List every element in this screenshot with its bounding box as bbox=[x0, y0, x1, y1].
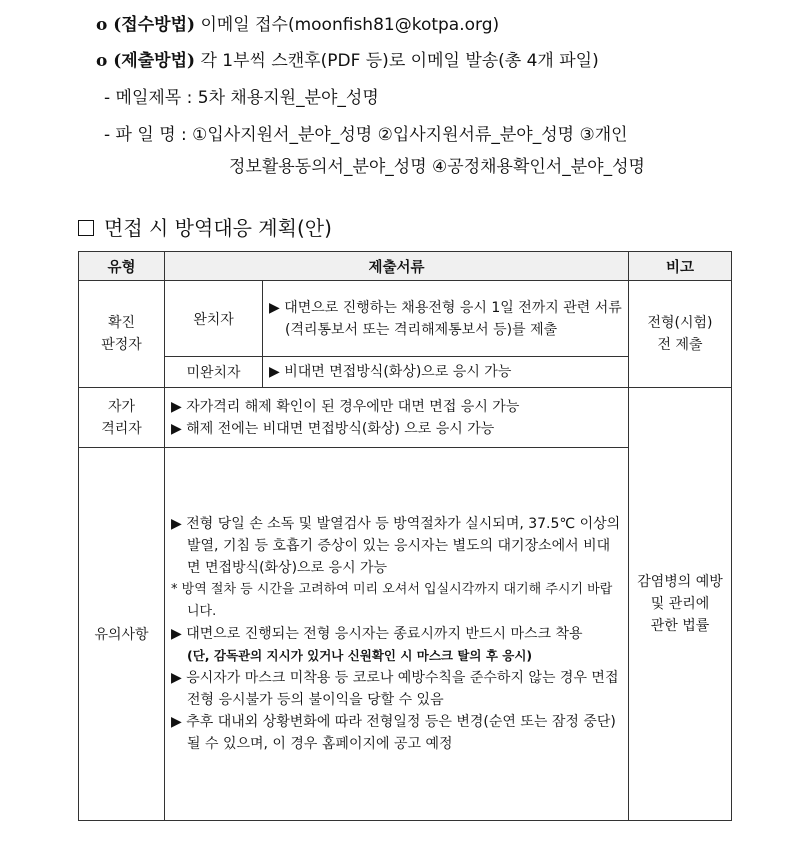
caution-note: 감염병의 예방 및 관리에 관한 법률 bbox=[629, 388, 732, 821]
table-row bbox=[79, 388, 732, 448]
receipt-method-label: o (접수방법) bbox=[96, 15, 196, 35]
confirmed-note: 전형(시험) 전 제출 bbox=[629, 281, 732, 388]
table-row bbox=[79, 281, 732, 357]
header-note: 비고 bbox=[629, 252, 732, 281]
checkbox-square-icon bbox=[78, 220, 94, 236]
submit-method-label: o (제출방법) bbox=[96, 51, 196, 71]
recovered-text: ▶ 대면으로 진행하는 채용전형 응시 1일 전까지 관련 서류(격리통보서 또는 격리해제통보서 등)를 제출 bbox=[263, 281, 629, 357]
submit-method-line bbox=[96, 46, 599, 71]
submit-method-text: 각 1부씩 스캔후(PDF 등)로 이메일 발송(총 4개 파일) bbox=[200, 51, 599, 71]
caution-label: 유의사항 bbox=[79, 448, 165, 821]
file-name-line-1: - 파 일 명 : ①입사지원서_분야_성명 ②입사지원서류_분야_성명 ③개인 bbox=[104, 125, 628, 145]
file-name-line-2: 정보활용동의서_분야_성명 ④공정채용확인서_분야_성명 bbox=[229, 157, 645, 177]
receipt-method-text: 이메일 접수(moonfish81@kotpa.org) bbox=[200, 15, 500, 35]
self-isolation-label: 자가 격리자 bbox=[79, 388, 165, 448]
confirmed-label: 확진 판정자 bbox=[79, 281, 165, 388]
header-type: 유형 bbox=[79, 252, 165, 281]
caution-text: ▶ 전형 당일 손 소독 및 발열검사 등 방역절차가 실시되며, 37.5℃ 이상의 발열, 기침 등 호흡기 증상이 있는 응시자는 별도의 대기장소에서 비대면 면접방식(화상)으로 응시 가능 * 방역 절차 등 시간을 고려하여 미리 오셔서 입실시각까지 대기해 주시기 바랍니다. ▶ 대면으로 진행되는 전형 응시자는 종료시까지 반드시 마스크 착용 (단, 감독관의 지시가 있거나 신원확인 시 마스크 탈의 후 응시) ▶ 응시자가 마스크 미착용 등 코로나 예방수칙을 준수하지 않는 경우 면접전형 응시불가 등의 불이익을 당할 수 있음 ▶ 추후 대내외 상황변화에 따라 전형일정 등은 변경(순연 또는 잠정 중단)될 수 있으며, 이 경우 홈페이지에 공고 예정 bbox=[165, 448, 629, 821]
table-header-row bbox=[79, 252, 732, 281]
header-docs: 제출서류 bbox=[165, 252, 629, 281]
not-recovered-text: ▶ 비대면 면접방식(화상)으로 응시 가능 bbox=[263, 357, 629, 388]
quarantine-plan-table bbox=[78, 251, 732, 821]
section-heading bbox=[78, 212, 332, 241]
section-title: 면접 시 방역대응 계획(안) bbox=[104, 216, 332, 240]
not-recovered-label: 미완치자 bbox=[165, 357, 263, 388]
recovered-label: 완치자 bbox=[165, 281, 263, 357]
self-isolation-text: ▶ 자가격리 해제 확인이 된 경우에만 대면 면접 응시 가능 ▶ 해제 전에는 비대면 면접방식(화상) 으로 응시 가능 bbox=[165, 388, 629, 448]
mail-title-line: - 메일제목 : 5차 채용지원_분야_성명 bbox=[104, 88, 379, 108]
receipt-method-line bbox=[96, 10, 499, 35]
